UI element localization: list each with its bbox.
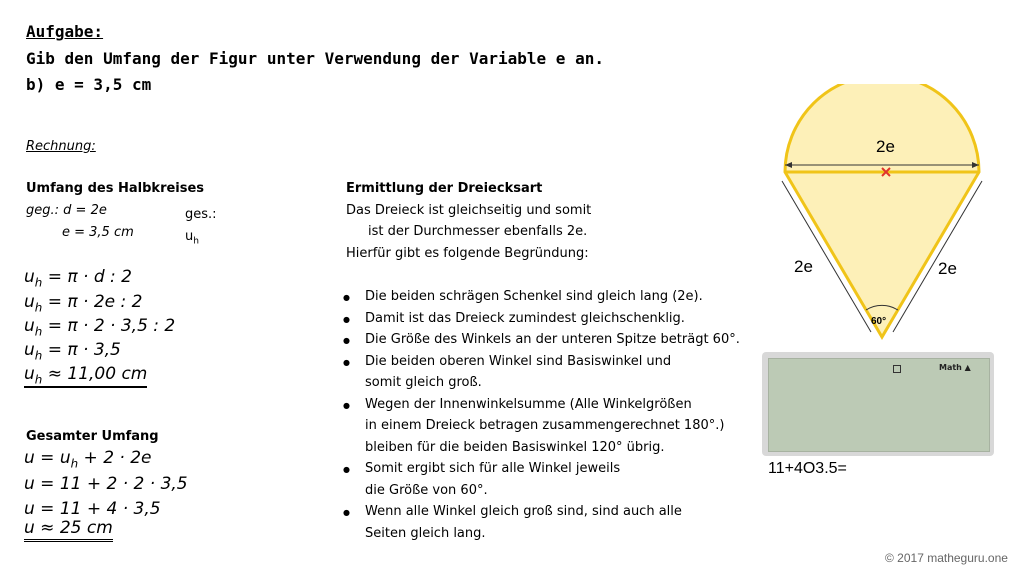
calculator-bezel <box>762 352 994 456</box>
total-step-1: $u = u_h + 2 \cdot 2e$ <box>24 448 152 471</box>
copyright: © 2017 matheguru.one <box>885 551 1008 565</box>
bullet-icon: ● <box>343 293 350 302</box>
given-line2: e = 3,5 cm <box>62 225 134 240</box>
reason-item <box>343 354 793 397</box>
reason-line: somit gleich groß. <box>365 375 482 390</box>
bullet-icon: ● <box>343 465 350 474</box>
calc-mode-icon <box>893 365 901 373</box>
task-heading: Aufgabe: <box>26 22 104 41</box>
reason-line: Die beiden schrägen Schenkel sind gleich lang (2e). <box>365 289 703 304</box>
calculator-display <box>768 358 990 452</box>
label-top: 2e <box>876 137 895 156</box>
calculator-expression: 11+4O3.5= <box>768 460 847 477</box>
calc-indicator: Math ▲ <box>939 363 971 372</box>
reason-line: in einem Dreieck betragen zusammengerechnet 180°.) <box>365 418 725 433</box>
reason-line: Somit ergibt sich für alle Winkel jeweils <box>365 461 621 476</box>
given-line1: geg.: d = 2e <box>26 203 107 218</box>
sought-label: ges.: <box>185 207 217 222</box>
label-right: 2e <box>938 259 957 278</box>
semicircle-step-1: $u_h = \pi \cdot d$ : 2 <box>24 267 132 290</box>
total-title: Gesamter Umfang <box>26 429 159 444</box>
total-step-2: u = 11 + 2 · 2 · 3,5 <box>24 474 188 494</box>
label-angle: 60° <box>871 316 887 327</box>
reason-line: Seiten gleich lang. <box>365 525 486 541</box>
bullet-icon: ● <box>343 357 350 367</box>
reason-item <box>343 461 793 504</box>
figure-semicircle-triangle <box>770 84 1000 349</box>
label-left: 2e <box>794 257 813 276</box>
total-step-3: u = 11 + 4 · 3,5 <box>24 499 161 519</box>
semicircle-title: Umfang des Halbkreises <box>26 181 205 196</box>
figure-shape <box>785 84 979 337</box>
reason-line: Damit ist das Dreieck zumindest gleichschenklig. <box>365 310 685 326</box>
triangle-type-title: Ermittlung der Dreiecksart <box>346 181 543 196</box>
semicircle-step-2: $u_h = \pi \cdot 2e$ : 2 <box>24 292 143 315</box>
intro-line-2: ist der Durchmesser ebenfalls 2e. <box>368 224 588 239</box>
reason-item <box>343 332 793 354</box>
task-instruction: Gib den Umfang der Figur unter Verwendung der Variable e an. <box>26 49 604 68</box>
reason-line: Wenn alle Winkel gleich groß sind, sind auch alle <box>365 504 682 519</box>
task-part: b) e = 3,5 cm <box>26 75 152 94</box>
reason-item <box>343 397 793 462</box>
reason-item <box>343 504 793 547</box>
semicircle-step-3: $u_h = \pi \cdot 2 \cdot 3,5$ : 2 <box>24 316 176 339</box>
reason-line: die Größe von 60°. <box>365 482 488 498</box>
reason-line: bleiben für die beiden Basiswinkel 120° übrig. <box>365 439 665 455</box>
bullet-icon: ● <box>343 314 350 324</box>
total-step-4: u ≈ 25 cm <box>24 518 113 542</box>
semicircle-step-5: $u_h \approx 11,00$ cm <box>24 364 148 387</box>
sought-var: $u_h$ <box>185 229 200 247</box>
reason-line: Wegen der Innenwinkelsumme (Alle Winkelgrößen <box>365 396 692 412</box>
reason-item <box>343 289 793 311</box>
intro-line-3: Hierfür gibt es folgende Begründung: <box>346 246 589 261</box>
bullet-icon: ● <box>343 508 350 517</box>
reason-line: Die Größe des Winkels an der unteren Spitze beträgt 60°. <box>365 332 740 347</box>
reason-item <box>343 311 793 333</box>
reason-line: Die beiden oberen Winkel sind Basiswinkel und <box>365 353 672 369</box>
semicircle-step-4: $u_h = \pi \cdot 3,5$ <box>24 340 121 363</box>
intro-line-1: Das Dreieck ist gleichseitig und somit <box>346 203 592 218</box>
bullet-icon: ● <box>343 400 350 410</box>
calculation-heading: Rechnung: <box>26 139 96 154</box>
bullet-icon: ● <box>343 336 350 345</box>
